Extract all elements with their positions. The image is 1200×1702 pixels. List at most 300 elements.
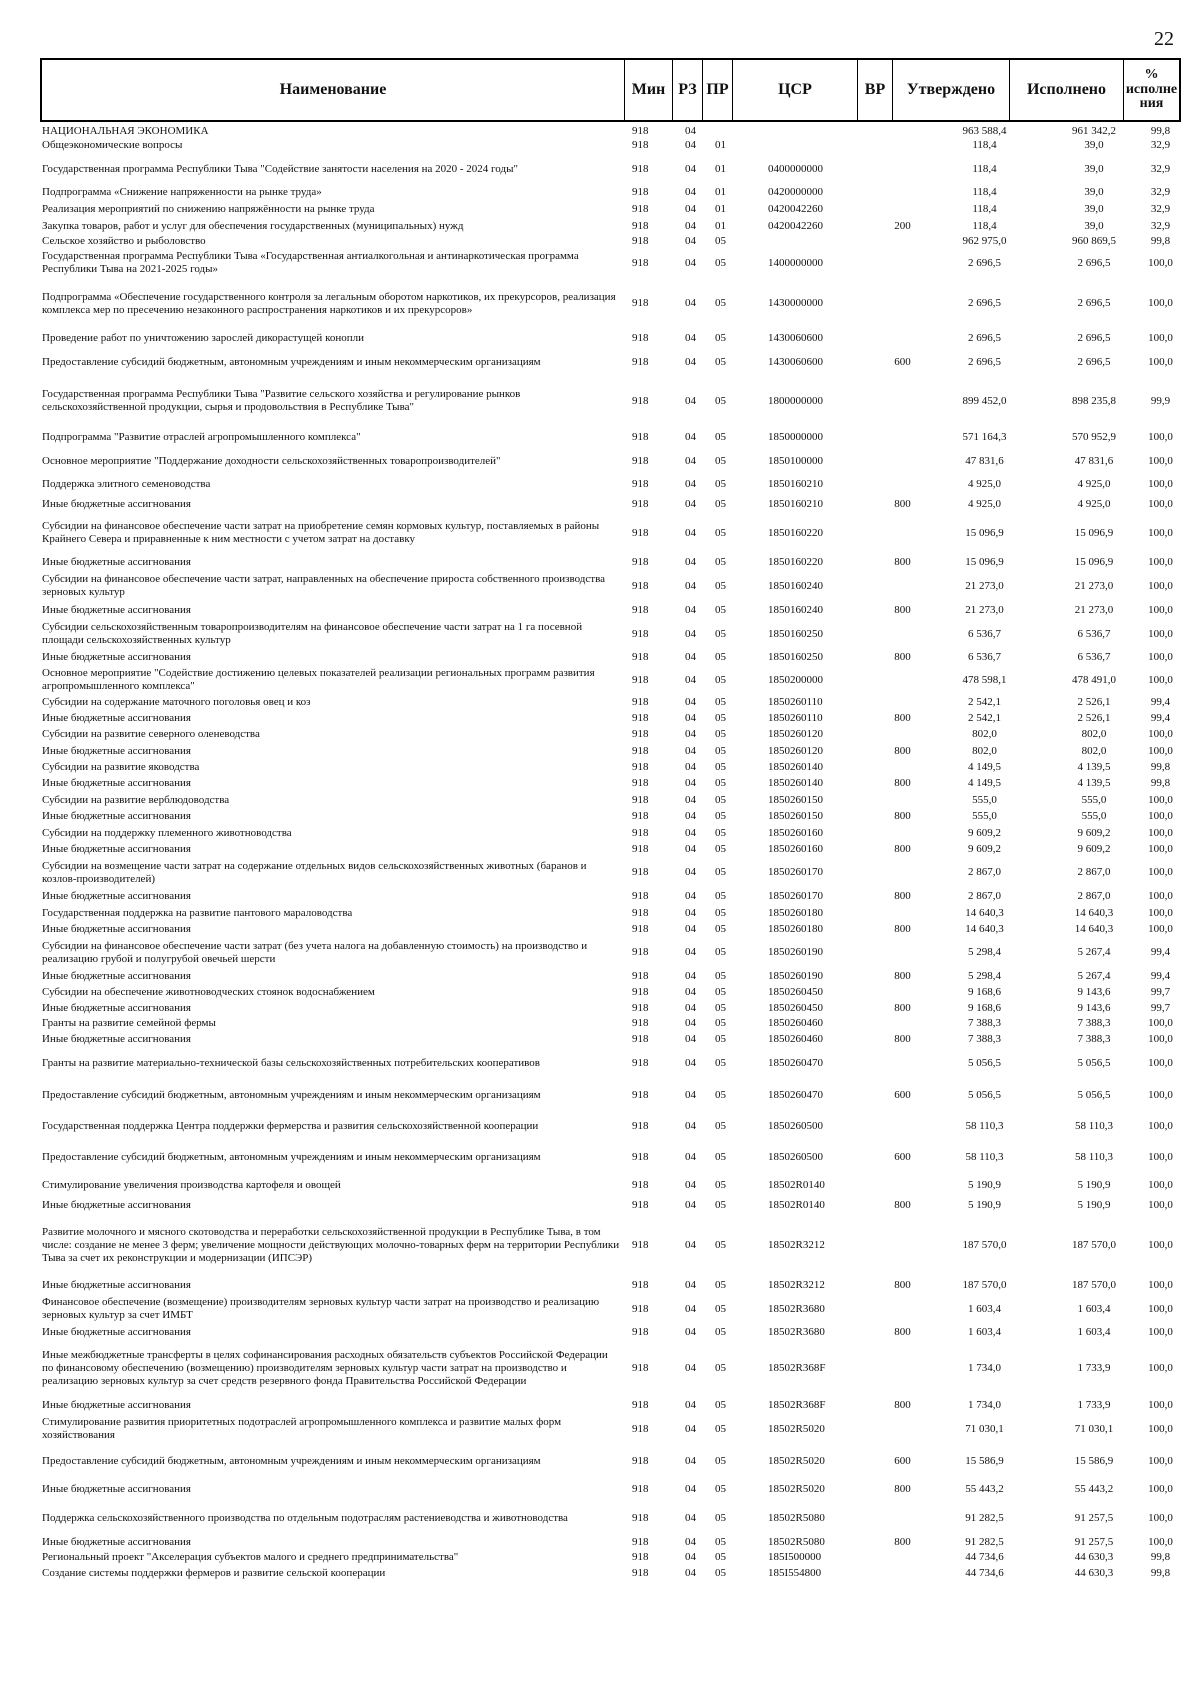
- table-row: [40, 694, 1181, 710]
- cell-name: Государственная программа Республики Тыва «Государственная антиалкогольная и антинаркотическая программа Республики Тыва на 2021-2025 годы»: [42, 250, 579, 275]
- cell-csr: 1850160240: [768, 603, 823, 616]
- cell-min: 918: [632, 1179, 649, 1191]
- cell-percent: 100,0: [1148, 603, 1173, 616]
- cell-name: Иные бюджетные ассигнования: [42, 922, 191, 935]
- cell-vr: 800: [894, 922, 911, 935]
- cell-pr: 05: [715, 1454, 726, 1467]
- cell-csr: 1400000000: [768, 256, 823, 269]
- cell-vr: 800: [894, 603, 911, 616]
- header-executed: Исполнено: [1010, 60, 1124, 120]
- table-row: [40, 1213, 1181, 1277]
- cell-name: Основное мероприятие "Поддержание доходности сельскохозяйственных товаропроизводителей": [42, 454, 501, 467]
- table-row: [40, 1477, 1181, 1502]
- cell-percent: 100,0: [1148, 579, 1173, 592]
- cell-name: Субсидии на развитие северного оленеводства: [42, 728, 260, 740]
- cell-min: 918: [632, 695, 649, 708]
- cell-name: Иные бюджетные ассигнования: [42, 556, 191, 568]
- cell-pr: 05: [715, 1198, 726, 1211]
- cell-min: 918: [632, 890, 649, 902]
- cell-min: 918: [632, 922, 649, 935]
- cell-name: Поддержка элитного семеноводства: [42, 478, 211, 490]
- cell-vr: [885, 619, 920, 649]
- cell-pr: 05: [715, 603, 726, 616]
- cell-percent: 100,0: [1148, 1056, 1173, 1069]
- cell-min: 918: [632, 219, 649, 232]
- cell-csr: 1850260140: [768, 760, 823, 773]
- cell-executed: 802,0: [1081, 744, 1107, 757]
- cell-percent: 100,0: [1148, 890, 1173, 902]
- cell-csr: 1850160220: [768, 526, 823, 539]
- cell-rz: 04: [685, 673, 696, 686]
- cell-executed: 1 603,4: [1077, 1302, 1111, 1315]
- cell-pr: 05: [715, 695, 726, 708]
- cell-approved: 187 570,0: [962, 1238, 1007, 1251]
- cell-vr: 800: [894, 744, 911, 757]
- cell-executed: 7 388,3: [1077, 1032, 1111, 1045]
- table-row: [40, 1340, 1181, 1397]
- cell-approved: 802,0: [972, 744, 997, 757]
- cell-approved: 55 443,2: [965, 1483, 1004, 1495]
- cell-executed: 14 640,3: [1074, 922, 1114, 935]
- cell-approved: 2 696,5: [968, 331, 1001, 344]
- cell-pr: 05: [715, 355, 726, 368]
- cell-csr: 1850260120: [768, 744, 823, 757]
- cell-percent: 99,9: [1150, 394, 1171, 407]
- cell-approved: 4 149,5: [968, 777, 1001, 789]
- cell-vr: [885, 512, 920, 554]
- cell-min: 918: [632, 430, 649, 443]
- cell-percent: 100,0: [1148, 728, 1173, 740]
- cell-executed: 9 143,6: [1077, 985, 1111, 998]
- cell-vr: 800: [894, 1483, 911, 1495]
- cell-vr: [885, 1174, 920, 1197]
- cell-name: Предоставление субсидий бюджетным, автономным учреждениям и иным некоммерческим организациям: [42, 1454, 541, 1467]
- cell-csr: 1850260150: [768, 793, 823, 806]
- cell-csr: 18502R5020: [768, 1483, 825, 1495]
- cell-percent: 100,0: [1148, 297, 1173, 309]
- cell-min: 918: [632, 234, 649, 247]
- cell-csr: 1850100000: [768, 454, 823, 467]
- cell-executed: 898 235,8: [1072, 394, 1116, 407]
- cell-vr: [885, 1047, 920, 1079]
- cell-min: 918: [632, 866, 649, 878]
- cell-name: Государственная поддержка на развитие пантового мараловодства: [42, 906, 353, 919]
- cell-executed: 6 536,7: [1077, 627, 1111, 640]
- cell-csr: 1850260160: [768, 826, 823, 839]
- cell-vr: [885, 937, 920, 968]
- cell-name: Закупка товаров, работ и услуг для обеспечения государственных (муниципальных) нужд: [42, 219, 464, 232]
- page-number: 22: [1154, 28, 1174, 50]
- cell-executed: 21 273,0: [1074, 579, 1114, 592]
- cell-percent: 100,0: [1148, 906, 1173, 919]
- cell-pr: 05: [715, 430, 726, 443]
- cell-executed: 91 257,5: [1074, 1535, 1114, 1548]
- cell-executed: 9 143,6: [1077, 1001, 1111, 1014]
- table-row: [40, 921, 1181, 937]
- cell-executed: 5 267,4: [1077, 946, 1111, 958]
- cell-pr: 05: [715, 478, 726, 490]
- cell-pr: 05: [715, 1151, 726, 1163]
- cell-percent: 99,4: [1150, 969, 1171, 982]
- cell-approved: 2 696,5: [968, 256, 1001, 269]
- table-row: [40, 1324, 1181, 1340]
- cell-vr: [885, 201, 920, 218]
- cell-csr: 1850160240: [768, 579, 823, 592]
- cell-csr: 185I554800: [768, 1566, 822, 1579]
- cell-percent: 99,4: [1150, 711, 1171, 724]
- cell-rz: 04: [685, 1566, 696, 1579]
- table-row: [40, 775, 1181, 792]
- cell-executed: 187 570,0: [1072, 1279, 1116, 1291]
- cell-approved: 2 696,5: [968, 355, 1001, 368]
- cell-csr: 1850260500: [768, 1151, 823, 1163]
- cell-csr: 1850260170: [768, 890, 823, 902]
- cell-approved: 47 831,6: [965, 454, 1004, 467]
- cell-name: Иные бюджетные ассигнования: [42, 1001, 191, 1014]
- cell-csr: 18502R3680: [768, 1302, 825, 1315]
- cell-executed: 5 190,9: [1077, 1198, 1111, 1211]
- cell-min: 918: [632, 394, 649, 407]
- cell-rz: 04: [685, 603, 696, 616]
- cell-name: Иные бюджетные ассигнования: [42, 842, 191, 855]
- table-row: [40, 968, 1181, 984]
- cell-percent: 32,9: [1150, 186, 1171, 198]
- cell-csr: 1850160250: [768, 627, 823, 640]
- cell-approved: 5 190,9: [968, 1198, 1001, 1211]
- cell-vr: [885, 329, 920, 347]
- cell-rz: 04: [685, 651, 696, 663]
- cell-csr: 18502R3212: [768, 1238, 825, 1251]
- table-row: [40, 825, 1181, 841]
- cell-percent: 100,0: [1148, 556, 1173, 568]
- cell-csr: 1430060600: [768, 355, 823, 368]
- cell-rz: 04: [685, 526, 696, 539]
- cell-csr: 0420000000: [768, 186, 823, 198]
- cell-vr: [885, 1413, 920, 1445]
- cell-vr: 800: [894, 842, 911, 855]
- cell-min: 918: [632, 826, 649, 839]
- cell-percent: 100,0: [1148, 1535, 1173, 1548]
- cell-executed: 187 570,0: [1072, 1238, 1116, 1251]
- cell-approved: 118,4: [972, 162, 997, 175]
- cell-vr: [885, 473, 920, 496]
- cell-executed: 5 267,4: [1077, 969, 1111, 982]
- cell-name: Субсидии на развитие яководства: [42, 760, 200, 773]
- cell-pr: 05: [715, 627, 726, 640]
- cell-approved: 58 110,3: [965, 1151, 1004, 1163]
- cell-pr: 05: [715, 256, 726, 269]
- cell-executed: 1 603,4: [1077, 1325, 1111, 1338]
- cell-pr: 05: [715, 969, 726, 982]
- cell-percent: 100,0: [1148, 1032, 1173, 1045]
- table-row: [40, 710, 1181, 726]
- cell-vr: [885, 1340, 920, 1397]
- cell-name: Развитие молочного и мясного скотоводства и переработки сельскохозяйственной продукции в Республике Тыва, в том числе: создание не менее 3 ферм; увеличение мощности действующих молочно-товарных ферм на территории Республики Тыва за счет их реконструкции и модернизации (ИПСЭР): [42, 1225, 620, 1264]
- cell-rz: 04: [685, 219, 696, 232]
- table-row: [40, 234, 1181, 248]
- cell-pr: 01: [715, 219, 726, 232]
- cell-pr: 05: [715, 1179, 726, 1191]
- cell-min: 918: [632, 1279, 649, 1291]
- table-row: [40, 278, 1181, 329]
- cell-vr: [885, 571, 920, 601]
- table-row: [40, 1141, 1181, 1174]
- cell-pr: 05: [715, 1017, 726, 1029]
- cell-min: 918: [632, 1566, 649, 1579]
- cell-min: 918: [632, 1325, 649, 1338]
- cell-pr: 05: [715, 711, 726, 724]
- cell-min: 918: [632, 526, 649, 539]
- cell-percent: 100,0: [1148, 1119, 1173, 1132]
- cell-approved: 5 190,9: [968, 1179, 1001, 1191]
- cell-approved: 118,4: [972, 219, 997, 232]
- cell-name: Иные бюджетные ассигнования: [42, 497, 191, 510]
- cell-rz: 04: [685, 203, 696, 215]
- table-row: [40, 125, 1181, 137]
- table-header: [40, 58, 1181, 122]
- cell-approved: 7 388,3: [968, 1017, 1001, 1029]
- cell-name: Иные бюджетные ассигнования: [42, 1198, 191, 1211]
- cell-executed: 5 056,5: [1077, 1056, 1111, 1069]
- cell-min: 918: [632, 139, 649, 151]
- header-pr: ПР: [703, 60, 733, 120]
- cell-approved: 9 168,6: [968, 985, 1001, 998]
- cell-min: 918: [632, 1151, 649, 1163]
- cell-executed: 4 925,0: [1077, 478, 1111, 490]
- cell-executed: 44 630,3: [1074, 1551, 1114, 1563]
- cell-pr: 05: [715, 331, 726, 344]
- table-row: [40, 649, 1181, 666]
- cell-name: Субсидии на финансовое обеспечение части затрат на приобретение семян кормовых культур, поставляемых в районы Крайнего Севера и приравненные к ним местности с учетом затрат на доставку: [42, 520, 600, 545]
- cell-executed: 4 139,5: [1077, 760, 1111, 773]
- cell-percent: 100,0: [1148, 497, 1173, 510]
- cell-rz: 04: [685, 922, 696, 935]
- cell-pr: 01: [715, 203, 726, 215]
- cell-csr: 1850260470: [768, 1056, 823, 1069]
- cell-vr: [885, 377, 920, 425]
- cell-csr: 1850260450: [768, 985, 823, 998]
- cell-rz: 04: [685, 1088, 696, 1101]
- cell-approved: 44 734,6: [965, 1551, 1004, 1563]
- cell-min: 918: [632, 711, 649, 724]
- cell-pr: 05: [715, 744, 726, 757]
- cell-executed: 5 056,5: [1077, 1088, 1111, 1101]
- cell-percent: 99,7: [1150, 1001, 1171, 1014]
- cell-percent: 100,0: [1148, 810, 1173, 822]
- cell-csr: 1850260170: [768, 866, 823, 878]
- cell-percent: 99,4: [1150, 946, 1171, 958]
- cell-rz: 04: [685, 1017, 696, 1029]
- cell-min: 918: [632, 842, 649, 855]
- cell-approved: 6 536,7: [968, 651, 1001, 663]
- cell-executed: 47 831,6: [1074, 454, 1114, 467]
- cell-percent: 100,0: [1148, 526, 1173, 539]
- cell-vr: [885, 278, 920, 329]
- cell-rz: 04: [685, 1179, 696, 1191]
- cell-rz: 04: [685, 1302, 696, 1315]
- table-row: [40, 137, 1181, 154]
- cell-min: 918: [632, 1422, 649, 1435]
- cell-percent: 100,0: [1148, 331, 1173, 344]
- cell-executed: 2 867,0: [1077, 866, 1111, 878]
- cell-rz: 04: [685, 1483, 696, 1495]
- cell-rz: 04: [685, 478, 696, 490]
- cell-csr: 18502R0140: [768, 1179, 825, 1191]
- cell-executed: 21 273,0: [1074, 603, 1114, 616]
- cell-vr: [885, 792, 920, 808]
- cell-pr: 05: [715, 985, 726, 998]
- cell-vr: 800: [894, 556, 911, 568]
- header-rz: РЗ: [673, 60, 703, 120]
- cell-vr: 800: [894, 497, 911, 510]
- cell-name: Стимулирование увеличения производства картофеля и овощей: [42, 1179, 341, 1191]
- cell-csr: 18502R368F: [768, 1362, 826, 1374]
- cell-name: Проведение работ по уничтожению зарослей дикорастущей конопли: [42, 331, 365, 344]
- table-row: [40, 184, 1181, 201]
- cell-executed: 2 696,5: [1077, 256, 1111, 269]
- table-row: [40, 554, 1181, 571]
- cell-csr: 18502R5080: [768, 1511, 825, 1524]
- cell-csr: 1850160250: [768, 651, 823, 663]
- cell-rz: 04: [685, 1151, 696, 1163]
- cell-pr: 05: [715, 810, 726, 822]
- cell-approved: 44 734,6: [965, 1566, 1004, 1579]
- table-row: [40, 743, 1181, 759]
- cell-executed: 961 342,2: [1072, 124, 1116, 137]
- cell-pr: 05: [715, 1398, 726, 1411]
- cell-csr: 1850160210: [768, 478, 823, 490]
- cell-pr: 01: [715, 186, 726, 198]
- cell-min: 918: [632, 1535, 649, 1548]
- cell-pr: 05: [715, 1422, 726, 1435]
- cell-min: 918: [632, 1056, 649, 1069]
- cell-percent: 100,0: [1148, 826, 1173, 839]
- cell-name: Гранты на развитие материально-технической базы сельскохозяйственных потребительских кооперативов: [42, 1056, 540, 1069]
- table-row: [40, 1277, 1181, 1294]
- cell-vr: [885, 154, 920, 184]
- table-row: [40, 888, 1181, 905]
- cell-name: Иные бюджетные ассигнования: [42, 651, 191, 663]
- cell-min: 918: [632, 162, 649, 175]
- cell-percent: 100,0: [1148, 1422, 1173, 1435]
- cell-csr: 18502R3680: [768, 1325, 825, 1338]
- cell-rz: 04: [685, 826, 696, 839]
- cell-csr: 1850000000: [768, 430, 823, 443]
- cell-min: 918: [632, 603, 649, 616]
- table-row: [40, 937, 1181, 968]
- cell-approved: 15 096,9: [965, 526, 1004, 539]
- cell-executed: 5 190,9: [1077, 1179, 1111, 1191]
- cell-min: 918: [632, 497, 649, 510]
- cell-executed: 2 526,1: [1077, 711, 1111, 724]
- cell-csr: [768, 125, 878, 137]
- header-percent: [1124, 60, 1179, 120]
- cell-pr: 05: [715, 1001, 726, 1014]
- cell-vr: [885, 234, 920, 248]
- cell-rz: 04: [685, 793, 696, 806]
- cell-vr: [885, 248, 920, 278]
- cell-approved: 21 273,0: [965, 603, 1004, 616]
- cell-name: Субсидии на содержание маточного поголовья овец и коз: [42, 695, 311, 708]
- cell-percent: 100,0: [1148, 1483, 1173, 1495]
- cell-min: 918: [632, 793, 649, 806]
- cell-rz: 04: [685, 124, 696, 137]
- cell-executed: 39,0: [1084, 186, 1104, 198]
- cell-pr: 05: [715, 673, 726, 686]
- cell-min: 918: [632, 256, 649, 269]
- cell-vr: [885, 726, 920, 743]
- cell-approved: 555,0: [972, 810, 997, 822]
- table-row: [40, 905, 1181, 921]
- cell-approved: 4 925,0: [968, 497, 1001, 510]
- cell-executed: 58 110,3: [1074, 1151, 1114, 1163]
- cell-csr: 1850260190: [768, 946, 823, 958]
- cell-approved: 71 030,1: [965, 1422, 1004, 1435]
- cell-min: 918: [632, 1362, 649, 1374]
- cell-rz: 04: [685, 1422, 696, 1435]
- cell-vr: 800: [894, 810, 911, 822]
- cell-approved: 15 096,9: [965, 556, 1004, 568]
- cell-executed: 91 257,5: [1074, 1511, 1114, 1524]
- cell-csr: 1850260190: [768, 969, 823, 982]
- table-row: [40, 1016, 1181, 1031]
- cell-pr: 05: [715, 234, 726, 247]
- cell-percent: 32,9: [1150, 139, 1171, 151]
- cell-csr: 1850160210: [768, 497, 823, 510]
- cell-name: Общеэкономические вопросы: [42, 139, 183, 151]
- cell-min: 918: [632, 579, 649, 592]
- cell-executed: 15 096,9: [1074, 526, 1114, 539]
- cell-name: Стимулирование развития приоритетных подотраслей агропромышленного комплекса и развитие малых форм хозяйствования: [42, 1416, 562, 1441]
- cell-percent: 100,0: [1148, 651, 1173, 663]
- cell-name: Сельское хозяйство и рыболовство: [42, 234, 206, 247]
- table-row: [40, 601, 1181, 619]
- cell-approved: 7 388,3: [968, 1032, 1001, 1045]
- table-row: [40, 449, 1181, 473]
- cell-vr: [885, 694, 920, 710]
- cell-executed: 2 696,5: [1077, 355, 1111, 368]
- cell-min: 918: [632, 777, 649, 789]
- cell-vr: 800: [894, 777, 911, 789]
- cell-csr: 1850260470: [768, 1088, 823, 1101]
- cell-approved: 802,0: [972, 728, 997, 740]
- cell-percent: 99,8: [1150, 777, 1171, 789]
- cell-percent: 100,0: [1148, 1302, 1173, 1315]
- cell-name: Иные бюджетные ассигнования: [42, 744, 191, 757]
- cell-min: 918: [632, 1017, 649, 1029]
- cell-vr: [885, 1294, 920, 1324]
- cell-pr: 05: [715, 1238, 726, 1251]
- table-row: [40, 329, 1181, 347]
- cell-pr: 05: [715, 1032, 726, 1045]
- table-row: [40, 512, 1181, 554]
- cell-csr: 1850260160: [768, 842, 823, 855]
- cell-name: Подпрограмма "Развитие отраслей агропромышленного комплекса": [42, 430, 361, 443]
- cell-pr: 05: [715, 1325, 726, 1338]
- cell-csr: 1850260110: [768, 695, 823, 708]
- cell-rz: 04: [685, 744, 696, 757]
- cell-rz: 04: [685, 1056, 696, 1069]
- cell-rz: 04: [685, 139, 696, 151]
- cell-csr: 1850260500: [768, 1119, 823, 1132]
- cell-executed: 478 491,0: [1072, 673, 1116, 686]
- cell-vr: 600: [894, 355, 911, 368]
- cell-name: Государственная программа Республики Тыва "Содействие занятости населения на 2020 - 2024 годы": [42, 162, 518, 175]
- header-percent-symbol: %: [1144, 66, 1159, 82]
- cell-name: Иные бюджетные ассигнования: [42, 777, 191, 789]
- cell-min: 918: [632, 186, 649, 198]
- table-row: [40, 841, 1181, 857]
